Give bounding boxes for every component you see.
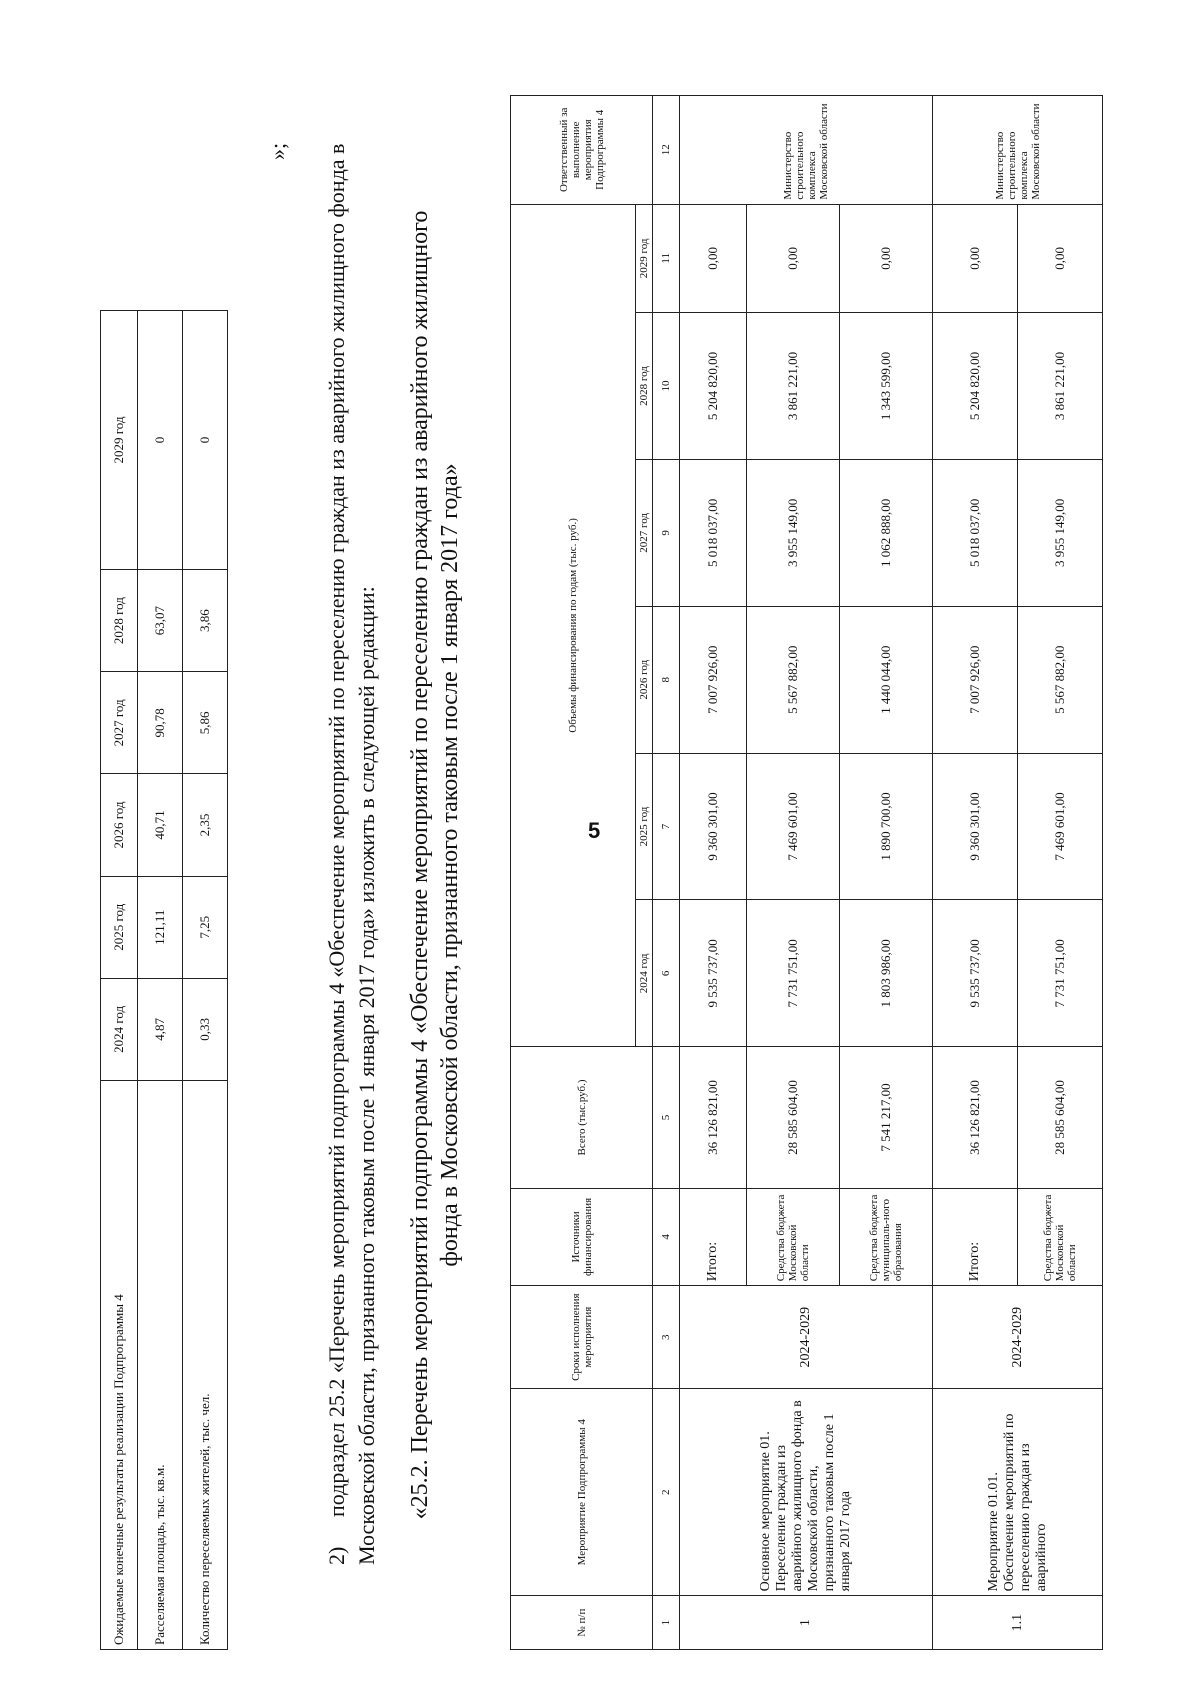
- header-year: 2025 год: [636, 753, 653, 900]
- results-cell: 3,86: [183, 570, 228, 672]
- responsible-party: Министерство строительного комплекса Московской области: [933, 96, 1103, 205]
- total-value: 28 585 604,00: [747, 1047, 840, 1188]
- year-value: 7 469 601,00: [747, 753, 840, 900]
- total-value: 7 541 217,00: [840, 1047, 933, 1188]
- funding-source: Средства бюджета муниципаль-ного образования: [840, 1188, 933, 1286]
- year-value: 3 861 221,00: [747, 313, 840, 460]
- results-cell: 7,25: [183, 876, 228, 978]
- total-value: 36 126 821,00: [933, 1047, 1018, 1188]
- header-year: 2024 год: [636, 900, 653, 1047]
- year-value: 9 535 737,00: [933, 900, 1018, 1047]
- header-terms: Сроки исполнения мероприятия: [511, 1286, 653, 1389]
- table-row: [680, 96, 747, 1650]
- header-total: Всего (тыс.руб.): [511, 1047, 653, 1188]
- results-table: [100, 310, 228, 1650]
- amendment-paragraph: [322, 105, 382, 1565]
- paragraph-text: подраздел 25.2 «Перечень мероприятий подпрограммы 4 «Обеспечение мероприятий по переселению граждан из аварийного жилищного фонда в Московской области, признанного таковым после 1 января 2017 года» изложить в следующей редакции:: [324, 143, 379, 1565]
- column-number: 2: [653, 1389, 680, 1596]
- activities-header-row: [511, 96, 636, 1650]
- header-sources: Источники финансирования: [511, 1188, 653, 1286]
- results-header-cell: 2029 год: [101, 311, 138, 570]
- results-cell: Количество переселяемых жителей, тыс. чел.: [183, 1081, 228, 1650]
- results-cell: 4,87: [138, 978, 183, 1080]
- column-number: 4: [653, 1188, 680, 1286]
- year-value: 1 440 044,00: [840, 606, 933, 753]
- year-value: 1 890 700,00: [840, 753, 933, 900]
- results-cell: 0,33: [183, 978, 228, 1080]
- total-value: 28 585 604,00: [1018, 1047, 1103, 1188]
- results-cell: 5,86: [183, 672, 228, 774]
- year-value: 9 360 301,00: [680, 753, 747, 900]
- table-row: [933, 96, 1018, 1650]
- paragraph-number: 2): [324, 1546, 349, 1565]
- activity-name: Мероприятие 01.01. Обеспечение мероприятий по переселению граждан из аварийного: [933, 1389, 1103, 1596]
- column-number: 9: [653, 459, 680, 606]
- results-header-cell: Ожидаемые конечные результаты реализации Подпрограммы 4: [101, 1081, 138, 1650]
- column-number: 6: [653, 900, 680, 1047]
- total-value: 36 126 821,00: [680, 1047, 747, 1188]
- year-value: 9 360 301,00: [933, 753, 1018, 900]
- closing-quote-mark: »;: [265, 142, 290, 160]
- funding-source: Итого:: [933, 1188, 1018, 1286]
- header-activity: Мероприятие Подпрограммы 4: [511, 1389, 653, 1596]
- year-value: 5 018 037,00: [933, 459, 1018, 606]
- results-cell: 40,71: [138, 774, 183, 876]
- column-number: 3: [653, 1286, 680, 1389]
- funding-source: Итого:: [680, 1188, 747, 1286]
- header-by-years: Объемы финансирования по годам (тыс. руб.): [511, 204, 636, 1047]
- header-year: 2029 год: [636, 204, 653, 312]
- rotated-page: [0, 80, 1200, 1680]
- year-value: 1 343 599,00: [840, 313, 933, 460]
- year-value: 5 567 882,00: [747, 606, 840, 753]
- header-year: 2027 год: [636, 459, 653, 606]
- column-number: 12: [653, 96, 680, 205]
- results-header-cell: 2027 год: [101, 672, 138, 774]
- results-header-cell: 2026 год: [101, 774, 138, 876]
- activity-terms: 2024-2029: [933, 1286, 1103, 1389]
- year-value: 1 803 986,00: [840, 900, 933, 1047]
- year-value: 0,00: [680, 204, 747, 312]
- year-value: 0,00: [1018, 204, 1103, 312]
- header-year: 2026 год: [636, 606, 653, 753]
- results-cell: 90,78: [138, 672, 183, 774]
- year-value: 7 007 926,00: [680, 606, 747, 753]
- year-value: 9 535 737,00: [680, 900, 747, 1047]
- year-value: 5 204 820,00: [933, 313, 1018, 460]
- year-value: 7 469 601,00: [1018, 753, 1103, 900]
- year-value: 3 861 221,00: [1018, 313, 1103, 460]
- funding-source: Средства бюджета Московской области: [747, 1188, 840, 1286]
- activities-table: [510, 95, 1103, 1650]
- header-year: 2028 год: [636, 313, 653, 460]
- results-header-row: [101, 311, 138, 1650]
- row-number: 1.1: [933, 1596, 1103, 1650]
- column-numbers-row: [653, 96, 680, 1650]
- column-number: 7: [653, 753, 680, 900]
- results-header-cell: 2028 год: [101, 570, 138, 672]
- results-row: [138, 311, 183, 1650]
- year-value: 3 955 149,00: [747, 459, 840, 606]
- activity-terms: 2024-2029: [680, 1286, 933, 1389]
- results-cell: 0: [138, 311, 183, 570]
- year-value: 7 731 751,00: [747, 900, 840, 1047]
- results-cell: 63,07: [138, 570, 183, 672]
- year-value: 5 204 820,00: [680, 313, 747, 460]
- year-value: 0,00: [840, 204, 933, 312]
- year-value: 0,00: [933, 204, 1018, 312]
- section-caption: «25.2. Перечень мероприятий подпрограммы 4 «Обеспечение мероприятий по переселению граждан из аварийного жилищного фонда в Московской области, признанного таковым после 1 января 2017 года»: [407, 210, 463, 1520]
- results-cell: Расселяемая площадь, тыс. кв.м.: [138, 1081, 183, 1650]
- year-value: 7 007 926,00: [933, 606, 1018, 753]
- header-responsible: Ответственный за выполнение мероприятия Подпрограммы 4: [511, 96, 653, 205]
- column-number: 11: [653, 204, 680, 312]
- header-num: № п/п: [511, 1596, 653, 1650]
- column-number: 10: [653, 313, 680, 460]
- funding-source: Средства бюджета Московской области: [1018, 1188, 1103, 1286]
- results-cell: 2,35: [183, 774, 228, 876]
- activity-name: Основное мероприятие 01. Переселение граждан из аварийного жилищного фонда в Московской области, признанного таковым после 1 января 2017 года: [680, 1389, 933, 1596]
- year-value: 1 062 888,00: [840, 459, 933, 606]
- responsible-party: Министерство строительного комплекса Московской области: [680, 96, 933, 205]
- row-number: 1: [680, 1596, 933, 1650]
- year-value: 5 567 882,00: [1018, 606, 1103, 753]
- year-value: 5 018 037,00: [680, 459, 747, 606]
- results-cell: 0: [183, 311, 228, 570]
- year-value: 7 731 751,00: [1018, 900, 1103, 1047]
- page-number: 5: [588, 818, 601, 843]
- results-header-cell: 2024 год: [101, 978, 138, 1080]
- results-header-cell: 2025 год: [101, 876, 138, 978]
- year-value: 0,00: [747, 204, 840, 312]
- results-row: [183, 311, 228, 1650]
- column-number: 8: [653, 606, 680, 753]
- year-value: 3 955 149,00: [1018, 459, 1103, 606]
- column-number: 1: [653, 1596, 680, 1650]
- results-cell: 121,11: [138, 876, 183, 978]
- column-number: 5: [653, 1047, 680, 1188]
